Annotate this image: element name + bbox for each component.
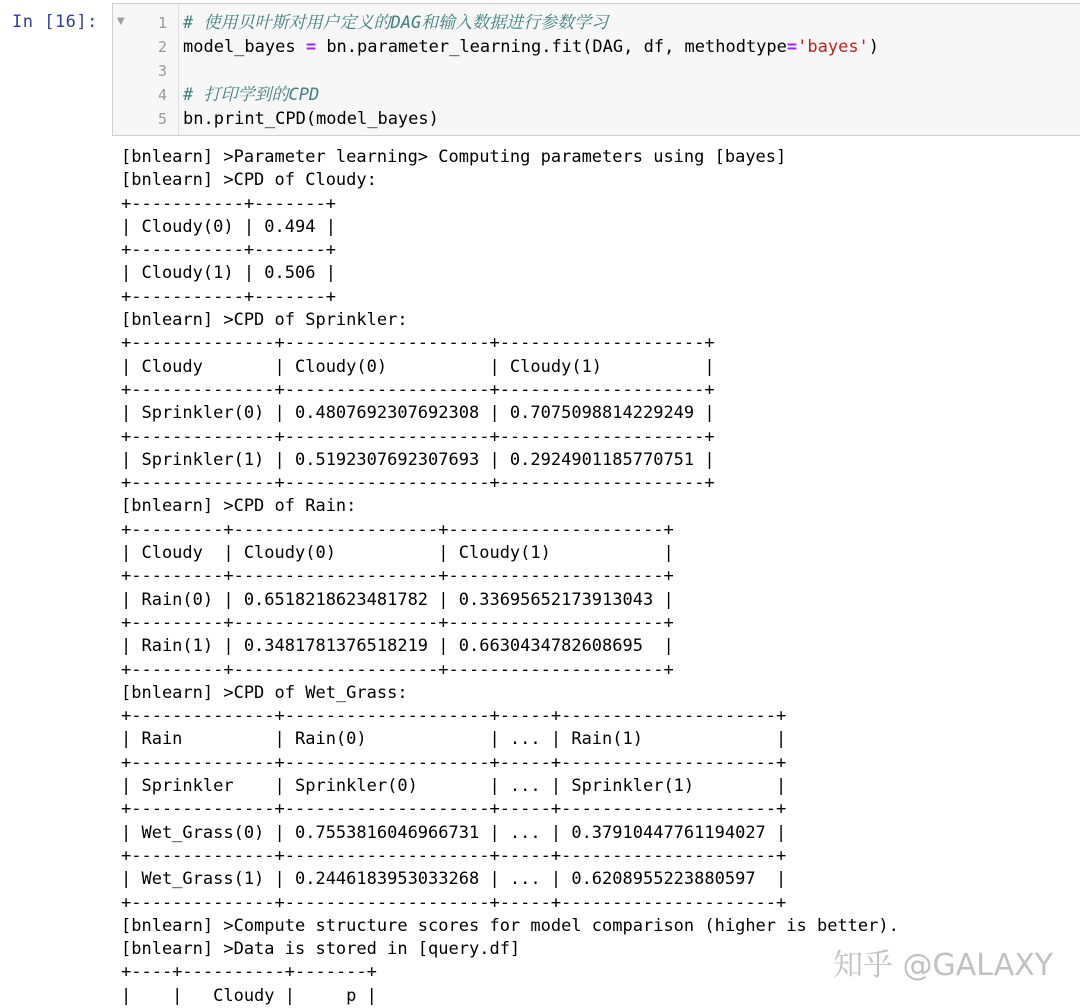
- output-line: +-----------+-------+: [121, 193, 336, 214]
- output-line: | Cloudy | Cloudy(0) | Cloudy(1) |: [121, 543, 674, 564]
- output-line: +--------------+--------------------+--------------------+: [121, 333, 715, 354]
- line-number: 2: [157, 38, 167, 56]
- output-line: +-----------+-------+: [121, 240, 336, 261]
- output-line: | Cloudy(1) | 0.506 |: [121, 263, 336, 284]
- output-line: +---------+--------------------+---------------------+: [121, 519, 674, 540]
- output-line: [bnlearn] >CPD of Rain:: [121, 496, 357, 517]
- code-editor[interactable]: [112, 3, 1080, 136]
- output-line: [bnlearn] >CPD of Cloudy:: [121, 170, 377, 191]
- line-number: 1: [157, 14, 167, 32]
- output-line: +--------------+--------------------+--------------------+: [121, 473, 715, 494]
- output-line: | Cloudy | Cloudy(0) | Cloudy(1) |: [121, 356, 715, 377]
- watermark: 知乎 @GALAXY: [833, 948, 1054, 983]
- output-line: | Rain(0) | 0.6518218623481782 | 0.33695652173913043 |: [121, 589, 674, 610]
- code-token-op: =: [786, 37, 798, 57]
- line-number: 4: [157, 86, 167, 104]
- cell-output: [121, 146, 899, 1008]
- output-line: +---------+--------------------+---------------------+: [121, 566, 674, 587]
- output-line: [bnlearn] >Parameter learning> Computing parameters using [bayes]: [121, 147, 787, 167]
- code-token-plain: bn.print_CPD(model_bayes): [183, 109, 439, 129]
- output-line: +--------------+--------------------+-----+---------------------+: [121, 706, 787, 727]
- output-line: +--------------+--------------------+-----+---------------------+: [121, 799, 787, 820]
- output-line: | Sprinkler(1) | 0.5192307692307693 | 0.2924901185770751 |: [121, 449, 715, 470]
- line-number: 3: [157, 62, 167, 80]
- output-line: +--------------+--------------------+--------------------+: [121, 426, 715, 447]
- fold-arrow-icon[interactable]: ▼: [117, 16, 125, 27]
- output-line: +--------------+--------------------+--------------------+: [121, 379, 715, 400]
- code-token-plain: ): [868, 37, 880, 57]
- output-line: [bnlearn] >CPD of Sprinkler:: [121, 310, 408, 331]
- code-token-comment: # 使用贝叶斯对用户定义的DAG和输入数据进行参数学习: [183, 13, 609, 33]
- code-token-plain: bn.parameter_learning.fit(DAG, df, methodtype: [316, 37, 787, 57]
- input-prompt: In [16]:: [12, 12, 98, 32]
- code-line[interactable]: [183, 84, 319, 108]
- output-line: +--------------+--------------------+-----+---------------------+: [121, 752, 787, 773]
- code-token-comment: # 打印学到的CPD: [183, 85, 320, 105]
- output-line: [bnlearn] >CPD of Wet_Grass:: [121, 682, 408, 703]
- code-line[interactable]: [183, 12, 608, 36]
- output-line: | Sprinkler(0) | 0.4807692307692308 | 0.7075098814229249 |: [121, 403, 715, 424]
- output-line: +--------------+--------------------+-----+---------------------+: [121, 845, 787, 866]
- output-line: | | Cloudy | p |: [121, 985, 377, 1006]
- output-line: | Wet_Grass(0) | 0.7553816046966731 | ... | 0.37910447761194027 |: [121, 822, 787, 843]
- output-line: [bnlearn] >Compute structure scores for model comparison (higher is better).: [121, 915, 899, 936]
- code-token-plain: model_bayes: [183, 37, 306, 57]
- output-line: | Sprinkler | Sprinkler(0) | ... | Sprinkler(1) |: [121, 776, 787, 797]
- output-line: [bnlearn] >Data is stored in [query.df]: [121, 939, 521, 960]
- output-line: +---------+--------------------+---------------------+: [121, 659, 674, 680]
- code-line[interactable]: [183, 108, 439, 132]
- output-line: +-----------+-------+: [121, 286, 336, 307]
- code-token-op: =: [305, 37, 317, 57]
- line-number: 5: [157, 110, 167, 128]
- code-line[interactable]: [183, 36, 879, 60]
- output-line: | Rain(1) | 0.3481781376518219 | 0.6630434782608695 |: [121, 636, 674, 657]
- output-line: +----+----------+-------+: [121, 962, 377, 983]
- output-line: | Rain | Rain(0) | ... | Rain(1) |: [121, 729, 787, 750]
- output-line: +---------+--------------------+---------------------+: [121, 612, 674, 633]
- output-line: +--------------+--------------------+-----+---------------------+: [121, 892, 787, 913]
- output-line: | Cloudy(0) | 0.494 |: [121, 216, 336, 237]
- output-line: | Wet_Grass(1) | 0.2446183953033268 | ... | 0.6208955223880597 |: [121, 869, 787, 890]
- code-token-str: 'bayes': [797, 37, 869, 57]
